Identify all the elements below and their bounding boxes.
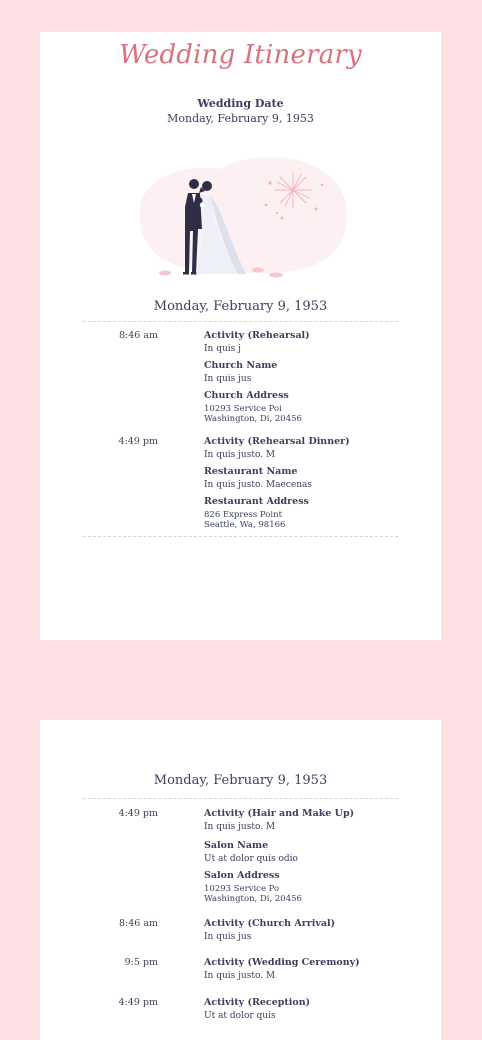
entry-time: 4:49 pm <box>118 808 158 819</box>
church-address-label: Church Address <box>204 390 289 401</box>
church-name-entry <box>204 360 404 385</box>
activity-entry <box>204 808 404 833</box>
day-heading: Monday, February 9, 1953 <box>153 773 328 788</box>
salon-address-line1: 10293 Service Po <box>204 884 280 894</box>
entry-time: 4:49 pm <box>118 997 158 1008</box>
restaurant-name-value: In quis justo. Maecenas <box>204 480 312 490</box>
activity-label: Activity (Reception) <box>204 997 311 1008</box>
entry-time: 8:46 am <box>118 330 158 341</box>
activity-label: Activity (Rehearsal Dinner) <box>204 436 350 447</box>
restaurant-address-line2: Seattle, Wa, 98166 <box>204 520 286 530</box>
dashed-divider <box>83 321 398 322</box>
itinerary-page-1 <box>40 32 441 640</box>
activity-entry <box>204 436 404 461</box>
activity-value: In quis justo. M <box>204 971 276 981</box>
wedding-date-label: Wedding Date <box>197 97 284 110</box>
page-title: Wedding Itinerary <box>119 40 362 70</box>
salon-name-value: Ut at dolor quis odio <box>204 854 298 864</box>
entry-time: 4:49 pm <box>118 436 158 447</box>
restaurant-address-line1: 826 Express Point <box>204 510 282 520</box>
restaurant-name-label: Restaurant Name <box>204 466 298 477</box>
activity-entry <box>204 997 404 1022</box>
activity-entry <box>204 330 404 355</box>
entry-time: 9:5 pm <box>124 957 158 968</box>
activity-label: Activity (Church Arrival) <box>204 918 336 929</box>
church-name-label: Church Name <box>204 360 278 371</box>
fireworks-icon <box>275 172 311 208</box>
activity-value: In quis jus <box>204 932 252 942</box>
wedding-couple-illustration <box>130 147 355 282</box>
activity-entry <box>204 957 404 982</box>
church-address-line2: Washington, Di, 20456 <box>204 414 302 424</box>
salon-address-label: Salon Address <box>204 870 280 881</box>
salon-address-entry <box>204 870 404 904</box>
activity-value: In quis justo. M <box>204 450 276 460</box>
activity-value: Ut at dolor quis <box>204 1011 276 1021</box>
entry-time: 8:46 am <box>118 918 158 929</box>
itinerary-page-2 <box>40 720 441 1040</box>
restaurant-name-entry <box>204 466 404 491</box>
church-address-entry <box>204 390 404 424</box>
salon-name-label: Salon Name <box>204 840 269 851</box>
salon-name-entry <box>204 840 404 865</box>
dashed-divider <box>83 798 398 799</box>
church-name-value: In quis jus <box>204 374 252 384</box>
salon-address-line2: Washington, Di, 20456 <box>204 894 302 904</box>
church-address-line1: 10293 Service Poi <box>204 404 282 414</box>
activity-value: In quis justo. M <box>204 822 276 832</box>
activity-label: Activity (Wedding Ceremony) <box>204 957 360 968</box>
restaurant-address-entry <box>204 496 404 530</box>
activity-label: Activity (Hair and Make Up) <box>204 808 355 819</box>
activity-label: Activity (Rehearsal) <box>204 330 310 341</box>
pink-cloud-background <box>140 157 347 273</box>
activity-value: In quis j <box>204 344 241 354</box>
dashed-divider <box>83 536 398 537</box>
day-heading: Monday, February 9, 1953 <box>153 299 328 314</box>
activity-entry <box>204 918 404 943</box>
wedding-date-value: Monday, February 9, 1953 <box>167 112 314 125</box>
restaurant-address-label: Restaurant Address <box>204 496 309 507</box>
